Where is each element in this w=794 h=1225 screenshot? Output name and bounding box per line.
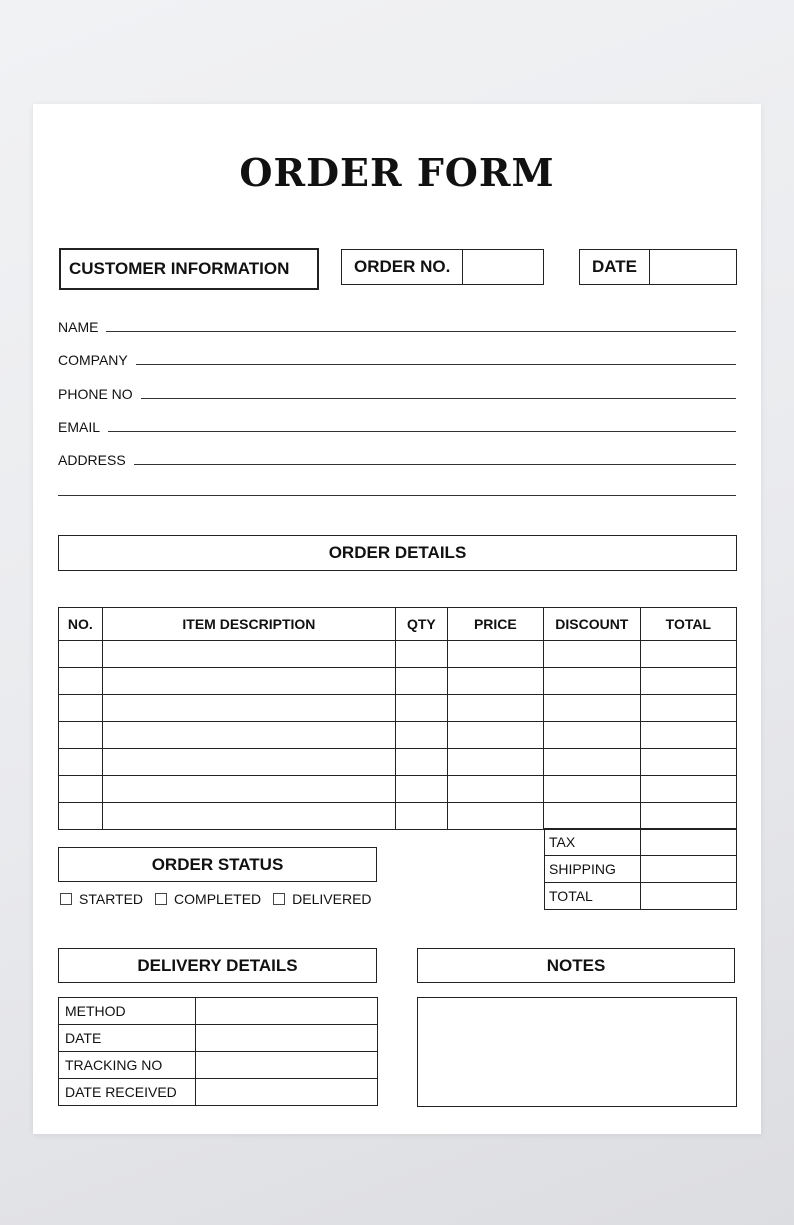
table-row — [59, 641, 737, 668]
tax-value-cell[interactable] — [641, 829, 737, 856]
table-cell[interactable] — [396, 641, 448, 668]
table-cell[interactable] — [640, 749, 736, 776]
table-cell[interactable] — [59, 749, 103, 776]
table-cell[interactable] — [640, 776, 736, 803]
email-field-row[interactable] — [58, 416, 736, 434]
customer-information-heading: CUSTOMER INFORMATION — [59, 248, 319, 290]
table-cell[interactable] — [543, 749, 640, 776]
table-row — [545, 856, 737, 883]
order-number-label: ORDER NO. — [342, 250, 463, 284]
status-delivered-option[interactable] — [273, 891, 371, 907]
table-cell[interactable] — [640, 722, 736, 749]
table-cell[interactable] — [640, 803, 736, 830]
table-row — [59, 803, 737, 830]
date-field[interactable] — [650, 250, 736, 284]
phone-field-row[interactable] — [58, 383, 736, 401]
status-started-label: STARTED — [79, 891, 144, 907]
table-row — [59, 776, 737, 803]
order-details-heading: ORDER DETAILS — [58, 535, 737, 571]
phone-label: PHONE NO — [58, 386, 133, 402]
status-completed-option[interactable] — [155, 891, 261, 907]
table-row — [545, 883, 737, 910]
table-cell[interactable] — [396, 722, 448, 749]
checkbox-completed[interactable] — [155, 893, 167, 905]
company-label: COMPANY — [58, 352, 128, 368]
shipping-label: SHIPPING — [545, 856, 641, 883]
email-label: EMAIL — [58, 419, 101, 435]
method-label: METHOD — [59, 998, 196, 1025]
name-line[interactable] — [106, 330, 736, 332]
table-cell[interactable] — [543, 722, 640, 749]
table-row — [59, 695, 737, 722]
table-cell[interactable] — [543, 776, 640, 803]
table-cell[interactable] — [102, 776, 395, 803]
address-label: ADDRESS — [58, 452, 126, 468]
table-cell[interactable] — [59, 668, 103, 695]
address-continuation-line[interactable] — [58, 495, 736, 496]
shipping-value-cell[interactable] — [641, 856, 737, 883]
table-cell[interactable] — [640, 641, 736, 668]
grand-total-value-cell[interactable] — [641, 883, 737, 910]
table-row — [59, 1025, 378, 1052]
table-cell[interactable] — [102, 668, 395, 695]
tracking-no-value-cell[interactable] — [196, 1052, 378, 1079]
col-price: PRICE — [447, 608, 543, 641]
table-row — [59, 668, 737, 695]
table-row — [59, 749, 737, 776]
order-status-options — [60, 891, 384, 907]
notes-heading: NOTES — [417, 948, 735, 983]
table-cell[interactable] — [396, 749, 448, 776]
table-cell[interactable] — [543, 803, 640, 830]
table-header-row — [59, 608, 737, 641]
table-cell[interactable] — [396, 668, 448, 695]
order-items-body — [59, 641, 737, 830]
table-cell[interactable] — [640, 695, 736, 722]
table-row — [59, 998, 378, 1025]
delivery-date-value-cell[interactable] — [196, 1025, 378, 1052]
table-row — [59, 1052, 378, 1079]
table-row — [59, 1079, 378, 1106]
notes-textarea[interactable] — [417, 997, 737, 1107]
table-cell[interactable] — [59, 722, 103, 749]
delivery-details-heading: DELIVERY DETAILS — [58, 948, 377, 983]
checkbox-delivered[interactable] — [273, 893, 285, 905]
date-received-value-cell[interactable] — [196, 1079, 378, 1106]
order-items-table — [58, 607, 737, 830]
totals-table — [544, 828, 737, 910]
table-cell[interactable] — [59, 803, 103, 830]
order-number-box — [341, 249, 544, 285]
col-qty: QTY — [396, 608, 448, 641]
delivery-date-label: DATE — [59, 1025, 196, 1052]
table-cell[interactable] — [396, 776, 448, 803]
table-cell[interactable] — [447, 749, 543, 776]
table-cell[interactable] — [102, 722, 395, 749]
tax-label: TAX — [545, 829, 641, 856]
table-cell[interactable] — [102, 803, 395, 830]
checkbox-started[interactable] — [60, 893, 72, 905]
table-cell[interactable] — [447, 668, 543, 695]
table-cell[interactable] — [447, 776, 543, 803]
order-status-heading: ORDER STATUS — [58, 847, 377, 882]
col-no: NO. — [59, 608, 103, 641]
date-label: DATE — [580, 250, 650, 284]
table-cell[interactable] — [59, 695, 103, 722]
email-line[interactable] — [108, 430, 736, 432]
col-discount: DISCOUNT — [543, 608, 640, 641]
table-cell[interactable] — [543, 641, 640, 668]
table-cell[interactable] — [59, 641, 103, 668]
status-delivered-label: DELIVERED — [292, 891, 372, 907]
table-cell[interactable] — [447, 722, 543, 749]
delivery-details-table — [58, 997, 378, 1106]
table-cell[interactable] — [447, 641, 543, 668]
phone-line[interactable] — [141, 397, 736, 399]
table-cell[interactable] — [543, 668, 640, 695]
status-started-option[interactable] — [60, 891, 143, 907]
company-field-row[interactable] — [58, 349, 736, 367]
name-field-row[interactable] — [58, 316, 736, 334]
date-received-label: DATE RECEIVED — [59, 1079, 196, 1106]
table-cell[interactable] — [396, 803, 448, 830]
table-cell[interactable] — [543, 695, 640, 722]
table-cell[interactable] — [447, 803, 543, 830]
table-cell[interactable] — [102, 695, 395, 722]
address-field-row[interactable] — [58, 449, 736, 467]
table-cell[interactable] — [396, 695, 448, 722]
address-line[interactable] — [134, 463, 736, 465]
date-box — [579, 249, 737, 285]
company-line[interactable] — [136, 363, 736, 365]
tracking-no-label: TRACKING NO — [59, 1052, 196, 1079]
order-number-field[interactable] — [463, 250, 543, 284]
table-cell[interactable] — [447, 695, 543, 722]
table-cell[interactable] — [102, 749, 395, 776]
table-cell[interactable] — [102, 641, 395, 668]
table-row — [545, 829, 737, 856]
method-value-cell[interactable] — [196, 998, 378, 1025]
table-row — [59, 722, 737, 749]
col-item-description: ITEM DESCRIPTION — [102, 608, 395, 641]
grand-total-label: TOTAL — [545, 883, 641, 910]
col-total: TOTAL — [640, 608, 736, 641]
page-title: ORDER FORM — [239, 150, 555, 195]
name-label: NAME — [58, 319, 99, 335]
table-cell[interactable] — [640, 668, 736, 695]
status-completed-label: COMPLETED — [174, 891, 262, 907]
table-cell[interactable] — [59, 776, 103, 803]
